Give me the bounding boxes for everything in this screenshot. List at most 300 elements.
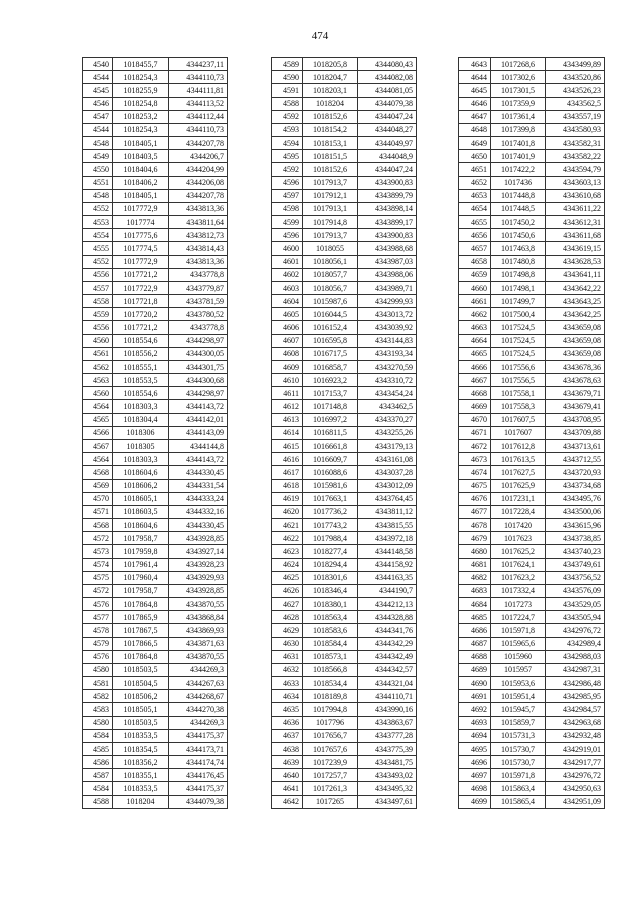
x-coordinate-cell: 1018583,6 (303, 624, 358, 637)
x-coordinate-cell: 1017265 (303, 795, 358, 808)
table-row (83, 453, 228, 466)
table-row (83, 374, 228, 387)
y-coordinate-cell: 4344110,73 (169, 71, 228, 84)
x-coordinate-cell: 1018605,1 (113, 492, 169, 505)
y-coordinate-cell: 4343814,43 (169, 242, 228, 255)
y-coordinate-cell: 4343495,76 (546, 492, 605, 505)
point-number-cell: 4584 (83, 782, 113, 795)
table-row (272, 374, 417, 387)
y-coordinate-cell: 4343679,41 (546, 400, 605, 413)
y-coordinate-cell: 4342988,03 (546, 650, 605, 663)
x-coordinate-cell: 1017273 (491, 598, 546, 611)
x-coordinate-cell: 1018203,1 (303, 84, 358, 97)
x-coordinate-cell: 1017153,7 (303, 387, 358, 400)
table-row (459, 163, 605, 176)
point-number-cell: 4586 (83, 756, 113, 769)
table-row (272, 716, 417, 729)
x-coordinate-cell: 1017257,7 (303, 769, 358, 782)
point-number-cell: 4651 (459, 163, 491, 176)
table-row (459, 677, 605, 690)
x-coordinate-cell: 1018503,5 (113, 663, 169, 676)
x-coordinate-cell: 1018204 (303, 97, 358, 110)
x-coordinate-cell: 1016152,4 (303, 321, 358, 334)
table-row (272, 71, 417, 84)
point-number-cell: 4615 (272, 439, 303, 452)
point-number-cell: 4598 (272, 202, 303, 215)
point-number-cell: 4588 (272, 97, 303, 110)
x-coordinate-cell: 1018254,3 (113, 123, 169, 136)
point-number-cell: 4599 (272, 216, 303, 229)
table-row (459, 84, 605, 97)
x-coordinate-cell: 1018355,1 (113, 769, 169, 782)
y-coordinate-cell: 4343454,24 (358, 387, 417, 400)
y-coordinate-cell: 4344204,99 (169, 163, 228, 176)
table-row (272, 729, 417, 742)
x-coordinate-cell: 1017420 (491, 519, 546, 532)
y-coordinate-cell: 4342963,68 (546, 716, 605, 729)
coordinates-table-1 (82, 57, 228, 809)
y-coordinate-cell: 4344328,88 (358, 611, 417, 624)
table-row (272, 492, 417, 505)
y-coordinate-cell: 4343580,93 (546, 123, 605, 136)
y-coordinate-cell: 4343870,55 (169, 598, 228, 611)
y-coordinate-cell: 4344142,01 (169, 413, 228, 426)
table-row (459, 295, 605, 308)
point-number-cell: 4595 (272, 150, 303, 163)
point-number-cell: 4638 (272, 742, 303, 755)
point-number-cell: 4640 (272, 769, 303, 782)
y-coordinate-cell: 4343642,22 (546, 281, 605, 294)
table-row (459, 334, 605, 347)
x-coordinate-cell: 1015971,8 (491, 624, 546, 637)
table-row (272, 84, 417, 97)
x-coordinate-cell: 1015953,6 (491, 677, 546, 690)
point-number-cell: 4695 (459, 742, 491, 755)
point-number-cell: 4622 (272, 532, 303, 545)
table-row (272, 756, 417, 769)
table-row (272, 782, 417, 795)
table-row (459, 255, 605, 268)
x-coordinate-cell: 1017361,4 (491, 110, 546, 123)
table-row (272, 321, 417, 334)
y-coordinate-cell: 4344237,11 (169, 58, 228, 71)
table-row (83, 268, 228, 281)
y-coordinate-cell: 4344111,81 (169, 84, 228, 97)
y-coordinate-cell: 4344298,97 (169, 334, 228, 347)
y-coordinate-cell: 4343557,19 (546, 110, 605, 123)
coordinates-table-2 (271, 57, 417, 809)
point-number-cell: 4588 (83, 795, 113, 808)
y-coordinate-cell: 4343811,64 (169, 216, 228, 229)
y-coordinate-cell: 4343713,61 (546, 439, 605, 452)
y-coordinate-cell: 4344330,45 (169, 466, 228, 479)
point-number-cell: 4683 (459, 584, 491, 597)
table-row (83, 308, 228, 321)
x-coordinate-cell: 1017721,8 (113, 295, 169, 308)
x-coordinate-cell: 1017239,9 (303, 756, 358, 769)
table-row (83, 110, 228, 123)
x-coordinate-cell: 1017401,9 (491, 150, 546, 163)
point-number-cell: 4634 (272, 690, 303, 703)
x-coordinate-cell: 1017958,7 (113, 584, 169, 597)
x-coordinate-cell: 1018553,5 (113, 374, 169, 387)
y-coordinate-cell: 4344212,13 (358, 598, 417, 611)
x-coordinate-cell: 1017657,6 (303, 742, 358, 755)
point-number-cell: 4551 (83, 176, 113, 189)
x-coordinate-cell: 1018404,6 (113, 163, 169, 176)
table-row (272, 216, 417, 229)
table-row (272, 347, 417, 360)
x-coordinate-cell: 1018055 (303, 242, 358, 255)
table-row (83, 400, 228, 413)
y-coordinate-cell: 4344079,38 (169, 795, 228, 808)
x-coordinate-cell: 1017450,6 (491, 229, 546, 242)
x-coordinate-cell: 1018506,2 (113, 690, 169, 703)
y-coordinate-cell: 4343988,68 (358, 242, 417, 255)
table-row (272, 479, 417, 492)
table-row (459, 584, 605, 597)
y-coordinate-cell: 4343899,79 (358, 189, 417, 202)
table-row (272, 466, 417, 479)
point-number-cell: 4546 (83, 97, 113, 110)
point-number-cell: 4592 (272, 163, 303, 176)
point-number-cell: 4628 (272, 611, 303, 624)
point-number-cell: 4648 (459, 123, 491, 136)
point-number-cell: 4564 (83, 453, 113, 466)
y-coordinate-cell: 4343929,93 (169, 571, 228, 584)
point-number-cell: 4676 (459, 492, 491, 505)
table-row (272, 742, 417, 755)
x-coordinate-cell: 1018303,3 (113, 453, 169, 466)
x-coordinate-cell: 1017656,7 (303, 729, 358, 742)
x-coordinate-cell: 1017524,5 (491, 321, 546, 334)
table-row (459, 650, 605, 663)
point-number-cell: 4626 (272, 584, 303, 597)
y-coordinate-cell: 4343310,72 (358, 374, 417, 387)
table-row (272, 202, 417, 215)
table-row (83, 229, 228, 242)
x-coordinate-cell: 1015960 (491, 650, 546, 663)
x-coordinate-cell: 1018406,2 (113, 176, 169, 189)
x-coordinate-cell: 1018346,4 (303, 584, 358, 597)
table-row (83, 426, 228, 439)
point-number-cell: 4572 (83, 584, 113, 597)
point-number-cell: 4679 (459, 532, 491, 545)
y-coordinate-cell: 4343679,71 (546, 387, 605, 400)
x-coordinate-cell: 1017558,3 (491, 400, 546, 413)
point-number-cell: 4577 (83, 611, 113, 624)
point-number-cell: 4672 (459, 439, 491, 452)
x-coordinate-cell: 1017913,7 (303, 229, 358, 242)
table-row (83, 782, 228, 795)
x-coordinate-cell: 1018205,8 (303, 58, 358, 71)
x-coordinate-cell: 1018153,1 (303, 137, 358, 150)
x-coordinate-cell: 1018584,4 (303, 637, 358, 650)
y-coordinate-cell: 4343899,17 (358, 216, 417, 229)
x-coordinate-cell: 1016088,6 (303, 466, 358, 479)
point-number-cell: 4567 (83, 439, 113, 452)
table-row (272, 295, 417, 308)
point-number-cell: 4593 (272, 123, 303, 136)
y-coordinate-cell: 4343642,25 (546, 308, 605, 321)
y-coordinate-cell: 4343812,73 (169, 229, 228, 242)
point-number-cell: 4688 (459, 650, 491, 663)
point-number-cell: 4559 (83, 308, 113, 321)
x-coordinate-cell: 1018253,2 (113, 110, 169, 123)
x-coordinate-cell: 1017556,6 (491, 360, 546, 373)
table-row (272, 637, 417, 650)
x-coordinate-cell: 1017867,5 (113, 624, 169, 637)
point-number-cell: 4631 (272, 650, 303, 663)
x-coordinate-cell: 1016811,5 (303, 426, 358, 439)
table-row (83, 650, 228, 663)
point-number-cell: 4686 (459, 624, 491, 637)
point-number-cell: 4597 (272, 189, 303, 202)
x-coordinate-cell: 1016661,8 (303, 439, 358, 452)
y-coordinate-cell: 4344047,24 (358, 163, 417, 176)
x-coordinate-cell: 1018353,5 (113, 782, 169, 795)
x-coordinate-cell: 1017224,7 (491, 611, 546, 624)
table-row (459, 110, 605, 123)
y-coordinate-cell: 4343582,31 (546, 137, 605, 150)
x-coordinate-cell: 1017623,2 (491, 571, 546, 584)
table-row (459, 268, 605, 281)
x-coordinate-cell: 1015859,7 (491, 716, 546, 729)
y-coordinate-cell: 4344110,73 (169, 123, 228, 136)
x-coordinate-cell: 1018563,4 (303, 611, 358, 624)
x-coordinate-cell: 1018504,5 (113, 677, 169, 690)
y-coordinate-cell: 4343740,23 (546, 545, 605, 558)
y-coordinate-cell: 4343775,39 (358, 742, 417, 755)
point-number-cell: 4600 (272, 242, 303, 255)
point-number-cell: 4669 (459, 400, 491, 413)
table-row (459, 519, 605, 532)
point-number-cell: 4673 (459, 453, 491, 466)
y-coordinate-cell: 4343603,13 (546, 176, 605, 189)
table-row (272, 677, 417, 690)
point-number-cell: 4658 (459, 255, 491, 268)
y-coordinate-cell: 4343749,61 (546, 558, 605, 571)
table-row (272, 255, 417, 268)
x-coordinate-cell: 1017448,5 (491, 202, 546, 215)
coordinates-table-3 (458, 57, 605, 809)
table-row (272, 650, 417, 663)
point-number-cell: 4693 (459, 716, 491, 729)
point-number-cell: 4568 (83, 519, 113, 532)
point-number-cell: 4573 (83, 545, 113, 558)
x-coordinate-cell: 1017450,2 (491, 216, 546, 229)
table-row (459, 216, 605, 229)
x-coordinate-cell: 1017498,8 (491, 268, 546, 281)
y-coordinate-cell: 4344082,08 (358, 71, 417, 84)
table-row (272, 532, 417, 545)
y-coordinate-cell: 4342987,31 (546, 663, 605, 676)
x-coordinate-cell: 1018503,5 (113, 716, 169, 729)
y-coordinate-cell: 4344207,78 (169, 189, 228, 202)
y-coordinate-cell: 4344341,76 (358, 624, 417, 637)
point-number-cell: 4641 (272, 782, 303, 795)
table-row (83, 281, 228, 294)
point-number-cell: 4650 (459, 150, 491, 163)
x-coordinate-cell: 1018554,6 (113, 334, 169, 347)
y-coordinate-cell: 4343576,09 (546, 584, 605, 597)
y-coordinate-cell: 4344267,63 (169, 677, 228, 690)
point-number-cell: 4580 (83, 716, 113, 729)
point-number-cell: 4561 (83, 347, 113, 360)
table-row (272, 189, 417, 202)
y-coordinate-cell: 4344158,92 (358, 558, 417, 571)
y-coordinate-cell: 4344333,24 (169, 492, 228, 505)
x-coordinate-cell: 1017623 (491, 532, 546, 545)
y-coordinate-cell: 4343988,06 (358, 268, 417, 281)
y-coordinate-cell: 4343869,93 (169, 624, 228, 637)
table-row (272, 308, 417, 321)
x-coordinate-cell: 1017302,6 (491, 71, 546, 84)
x-coordinate-cell: 1017301,5 (491, 84, 546, 97)
y-coordinate-cell: 4343871,63 (169, 637, 228, 650)
y-coordinate-cell: 4344175,37 (169, 729, 228, 742)
point-number-cell: 4636 (272, 716, 303, 729)
point-number-cell: 4643 (459, 58, 491, 71)
table-row (459, 176, 605, 189)
point-number-cell: 4618 (272, 479, 303, 492)
table-row (459, 558, 605, 571)
point-number-cell: 4689 (459, 663, 491, 676)
table-row (272, 571, 417, 584)
y-coordinate-cell: 4343037,28 (358, 466, 417, 479)
point-number-cell: 4665 (459, 347, 491, 360)
y-coordinate-cell: 4344342,49 (358, 650, 417, 663)
point-number-cell: 4614 (272, 426, 303, 439)
y-coordinate-cell: 4343499,89 (546, 58, 605, 71)
x-coordinate-cell: 1015730,7 (491, 756, 546, 769)
table-row (83, 97, 228, 110)
table-row (83, 769, 228, 782)
table-row (83, 532, 228, 545)
table-row (83, 137, 228, 150)
y-coordinate-cell: 4344143,09 (169, 426, 228, 439)
point-number-cell: 4656 (459, 229, 491, 242)
y-coordinate-cell: 4344300,05 (169, 347, 228, 360)
x-coordinate-cell: 1017772,9 (113, 255, 169, 268)
table-row (272, 611, 417, 624)
x-coordinate-cell: 1015951,4 (491, 690, 546, 703)
y-coordinate-cell: 4344331,54 (169, 479, 228, 492)
y-coordinate-cell: 4343811,12 (358, 505, 417, 518)
y-coordinate-cell: 4344173,71 (169, 742, 228, 755)
y-coordinate-cell: 4343039,92 (358, 321, 417, 334)
x-coordinate-cell: 1015987,6 (303, 295, 358, 308)
point-number-cell: 4545 (83, 84, 113, 97)
x-coordinate-cell: 1017959,8 (113, 545, 169, 558)
point-number-cell: 4576 (83, 598, 113, 611)
table-row (459, 598, 605, 611)
table-row (83, 84, 228, 97)
x-coordinate-cell: 1017774,5 (113, 242, 169, 255)
y-coordinate-cell: 4344190,7 (358, 584, 417, 597)
table-row (459, 400, 605, 413)
y-coordinate-cell: 4343898,14 (358, 202, 417, 215)
point-number-cell: 4554 (83, 229, 113, 242)
x-coordinate-cell: 1017775,6 (113, 229, 169, 242)
point-number-cell: 4557 (83, 281, 113, 294)
x-coordinate-cell: 1017624,1 (491, 558, 546, 571)
point-number-cell: 4603 (272, 281, 303, 294)
y-coordinate-cell: 4343868,84 (169, 611, 228, 624)
y-coordinate-cell: 4344080,43 (358, 58, 417, 71)
y-coordinate-cell: 4343611,68 (546, 229, 605, 242)
table-row (83, 611, 228, 624)
y-coordinate-cell: 4344048,27 (358, 123, 417, 136)
point-number-cell: 4585 (83, 742, 113, 755)
point-number-cell: 4578 (83, 624, 113, 637)
table-row (272, 123, 417, 136)
y-coordinate-cell: 4344301,75 (169, 360, 228, 373)
x-coordinate-cell: 1018057,7 (303, 268, 358, 281)
y-coordinate-cell: 4344268,67 (169, 690, 228, 703)
point-number-cell: 4696 (459, 756, 491, 769)
x-coordinate-cell: 1018604,6 (113, 519, 169, 532)
table-row (272, 268, 417, 281)
x-coordinate-cell: 1018534,4 (303, 677, 358, 690)
table-row (83, 123, 228, 136)
y-coordinate-cell: 4343619,15 (546, 242, 605, 255)
y-coordinate-cell: 4343928,85 (169, 532, 228, 545)
y-coordinate-cell: 4343526,23 (546, 84, 605, 97)
table-row (272, 598, 417, 611)
y-coordinate-cell: 4342986,48 (546, 677, 605, 690)
table-row (459, 426, 605, 439)
table-row (83, 637, 228, 650)
point-number-cell: 4642 (272, 795, 303, 808)
y-coordinate-cell: 4343255,26 (358, 426, 417, 439)
point-number-cell: 4647 (459, 110, 491, 123)
x-coordinate-cell: 1018301,6 (303, 571, 358, 584)
y-coordinate-cell: 4344174,74 (169, 756, 228, 769)
y-coordinate-cell: 4342999,93 (358, 295, 417, 308)
point-number-cell: 4540 (83, 58, 113, 71)
table-row (83, 479, 228, 492)
y-coordinate-cell: 4343562,5 (546, 97, 605, 110)
point-number-cell: 4547 (83, 110, 113, 123)
table-row (459, 71, 605, 84)
x-coordinate-cell: 1017463,8 (491, 242, 546, 255)
y-coordinate-cell: 4343900,83 (358, 176, 417, 189)
y-coordinate-cell: 4344143,72 (169, 400, 228, 413)
point-number-cell: 4690 (459, 677, 491, 690)
x-coordinate-cell: 1016923,2 (303, 374, 358, 387)
x-coordinate-cell: 1017148,8 (303, 400, 358, 413)
point-number-cell: 4544 (83, 123, 113, 136)
y-coordinate-cell: 4343734,68 (546, 479, 605, 492)
table-row (459, 505, 605, 518)
table-row (459, 756, 605, 769)
point-number-cell: 4564 (83, 400, 113, 413)
point-number-cell: 4611 (272, 387, 303, 400)
y-coordinate-cell: 4344206,7 (169, 150, 228, 163)
point-number-cell: 4621 (272, 519, 303, 532)
point-number-cell: 4553 (83, 216, 113, 229)
point-number-cell: 4644 (459, 71, 491, 84)
point-number-cell: 4625 (272, 571, 303, 584)
y-coordinate-cell: 4342989,4 (546, 637, 605, 650)
y-coordinate-cell: 4343815,55 (358, 519, 417, 532)
table-row (459, 492, 605, 505)
x-coordinate-cell: 1017958,7 (113, 532, 169, 545)
y-coordinate-cell: 4344048,9 (358, 150, 417, 163)
table-row (272, 137, 417, 150)
table-row (459, 58, 605, 71)
